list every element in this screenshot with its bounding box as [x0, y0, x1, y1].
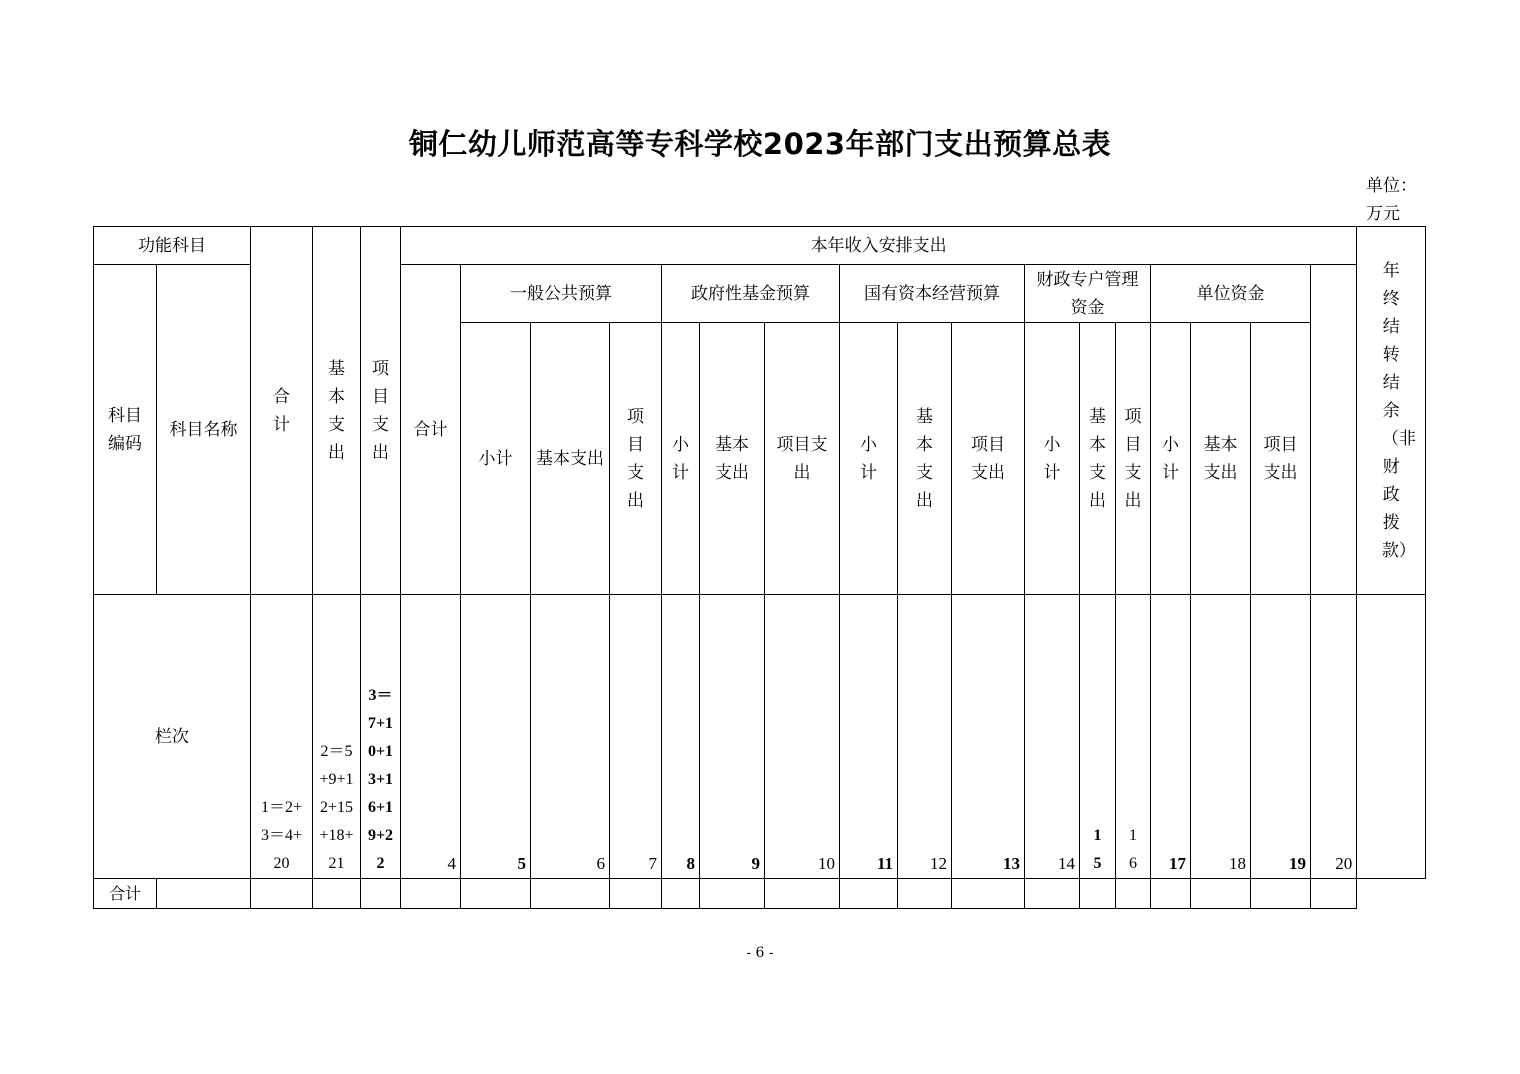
- special-fund-header: 财政专户管理资金: [1025, 265, 1151, 323]
- column-formula-1: 1＝2+3＝4+20: [251, 595, 313, 879]
- column-formula-3: 3＝7+10+13+16+19+22: [361, 595, 401, 879]
- column-number-6: 6: [531, 595, 610, 879]
- sf-project-header: 项目支出: [1116, 323, 1151, 595]
- subject-name-header: 科目名称: [157, 265, 251, 595]
- state-capital-budget-header: 国有资本经营预算: [840, 265, 1025, 323]
- uf-subtotal-header: 小计: [1151, 323, 1191, 595]
- basic-expense-header: 基本支出: [313, 227, 361, 595]
- total-cell: [251, 879, 313, 909]
- total-cell: [1191, 879, 1251, 909]
- total-cell: [610, 879, 662, 909]
- total-cell: [313, 879, 361, 909]
- sf-subtotal-header: 小计: [1025, 323, 1080, 595]
- total-cell: [461, 879, 531, 909]
- column-number-18: 18: [1191, 595, 1251, 879]
- total-cell: [765, 879, 840, 909]
- current-year-header: 本年收入安排支出: [401, 227, 1357, 265]
- subject-code-header: 科目编码: [94, 265, 157, 595]
- sc-project-header: 项目支出: [952, 323, 1025, 595]
- total-cell: [157, 879, 251, 909]
- column-number-17: 17: [1151, 595, 1191, 879]
- total-cell: [898, 879, 952, 909]
- total-cell: [1116, 879, 1151, 909]
- total-cell: [1025, 879, 1080, 909]
- gov-fund-budget-header: 政府性基金预算: [662, 265, 840, 323]
- column-row-label: 栏次: [94, 595, 251, 879]
- page-title: 铜仁幼儿师范高等专科学校2023年部门支出预算总表: [408, 127, 1112, 161]
- project-expense-header: 项目支出: [361, 227, 401, 595]
- gb-project-header: 项目支出: [610, 323, 662, 595]
- column-number-4: 4: [401, 595, 461, 879]
- gf-basic-header: 基本支出: [700, 323, 765, 595]
- total-row-label: 合计: [94, 879, 157, 909]
- column-number-7: 7: [610, 595, 662, 879]
- total-cell: [1151, 879, 1191, 909]
- column-number-13: 13: [952, 595, 1025, 879]
- sf-basic-header: 基本支出: [1080, 323, 1116, 595]
- uf-basic-header: 基本支出: [1191, 323, 1251, 595]
- gb-subtotal-header: 小计: [461, 323, 531, 595]
- total-cell: [361, 879, 401, 909]
- total-cell: [531, 879, 610, 909]
- column-number-12: 12: [898, 595, 952, 879]
- func-subject-header: 功能科目: [94, 227, 251, 265]
- column-number-19: 19: [1251, 595, 1311, 879]
- column-number-11: 11: [840, 595, 898, 879]
- sc-basic-header: 基本支出: [898, 323, 952, 595]
- uf-project-header: 项目支出: [1251, 323, 1311, 595]
- page-number: - 6 -: [746, 945, 774, 961]
- column-number-20: 20: [1311, 595, 1357, 879]
- total-cell: [840, 879, 898, 909]
- column-number-10: 10: [765, 595, 840, 879]
- unit-label: 单位：万元: [1366, 176, 1417, 224]
- column-number-14: 14: [1025, 595, 1080, 879]
- total-header: 合计: [251, 227, 313, 595]
- total-cell: [401, 879, 461, 909]
- year-end-balance-header: 年终结转结余（非财政拨款）: [1357, 227, 1426, 595]
- unit-fund-header: 单位资金: [1151, 265, 1311, 323]
- sc-subtotal-header: 小计: [840, 323, 898, 595]
- column-number-16: 16: [1116, 595, 1151, 879]
- cy-total-header: 合计: [401, 265, 461, 595]
- column-number-5: 5: [461, 595, 531, 879]
- general-budget-header: 一般公共预算: [461, 265, 662, 323]
- total-cell: [662, 879, 700, 909]
- column-remarks-cell: [1357, 595, 1426, 879]
- total-cell: [1080, 879, 1116, 909]
- total-cell: [1311, 879, 1357, 909]
- budget-table: [93, 226, 1426, 909]
- column-formula-2: 2＝5+9+12+15+18+21: [313, 595, 361, 879]
- gf-subtotal-header: 小计: [662, 323, 700, 595]
- total-cell: [700, 879, 765, 909]
- column-number-15: 15: [1080, 595, 1116, 879]
- column-number-9: 9: [700, 595, 765, 879]
- gb-basic-header: 基本支出: [531, 323, 610, 595]
- total-cell: [952, 879, 1025, 909]
- total-cell: [1251, 879, 1311, 909]
- gf-project-header: 项目支出: [765, 323, 840, 595]
- column-number-8: 8: [662, 595, 700, 879]
